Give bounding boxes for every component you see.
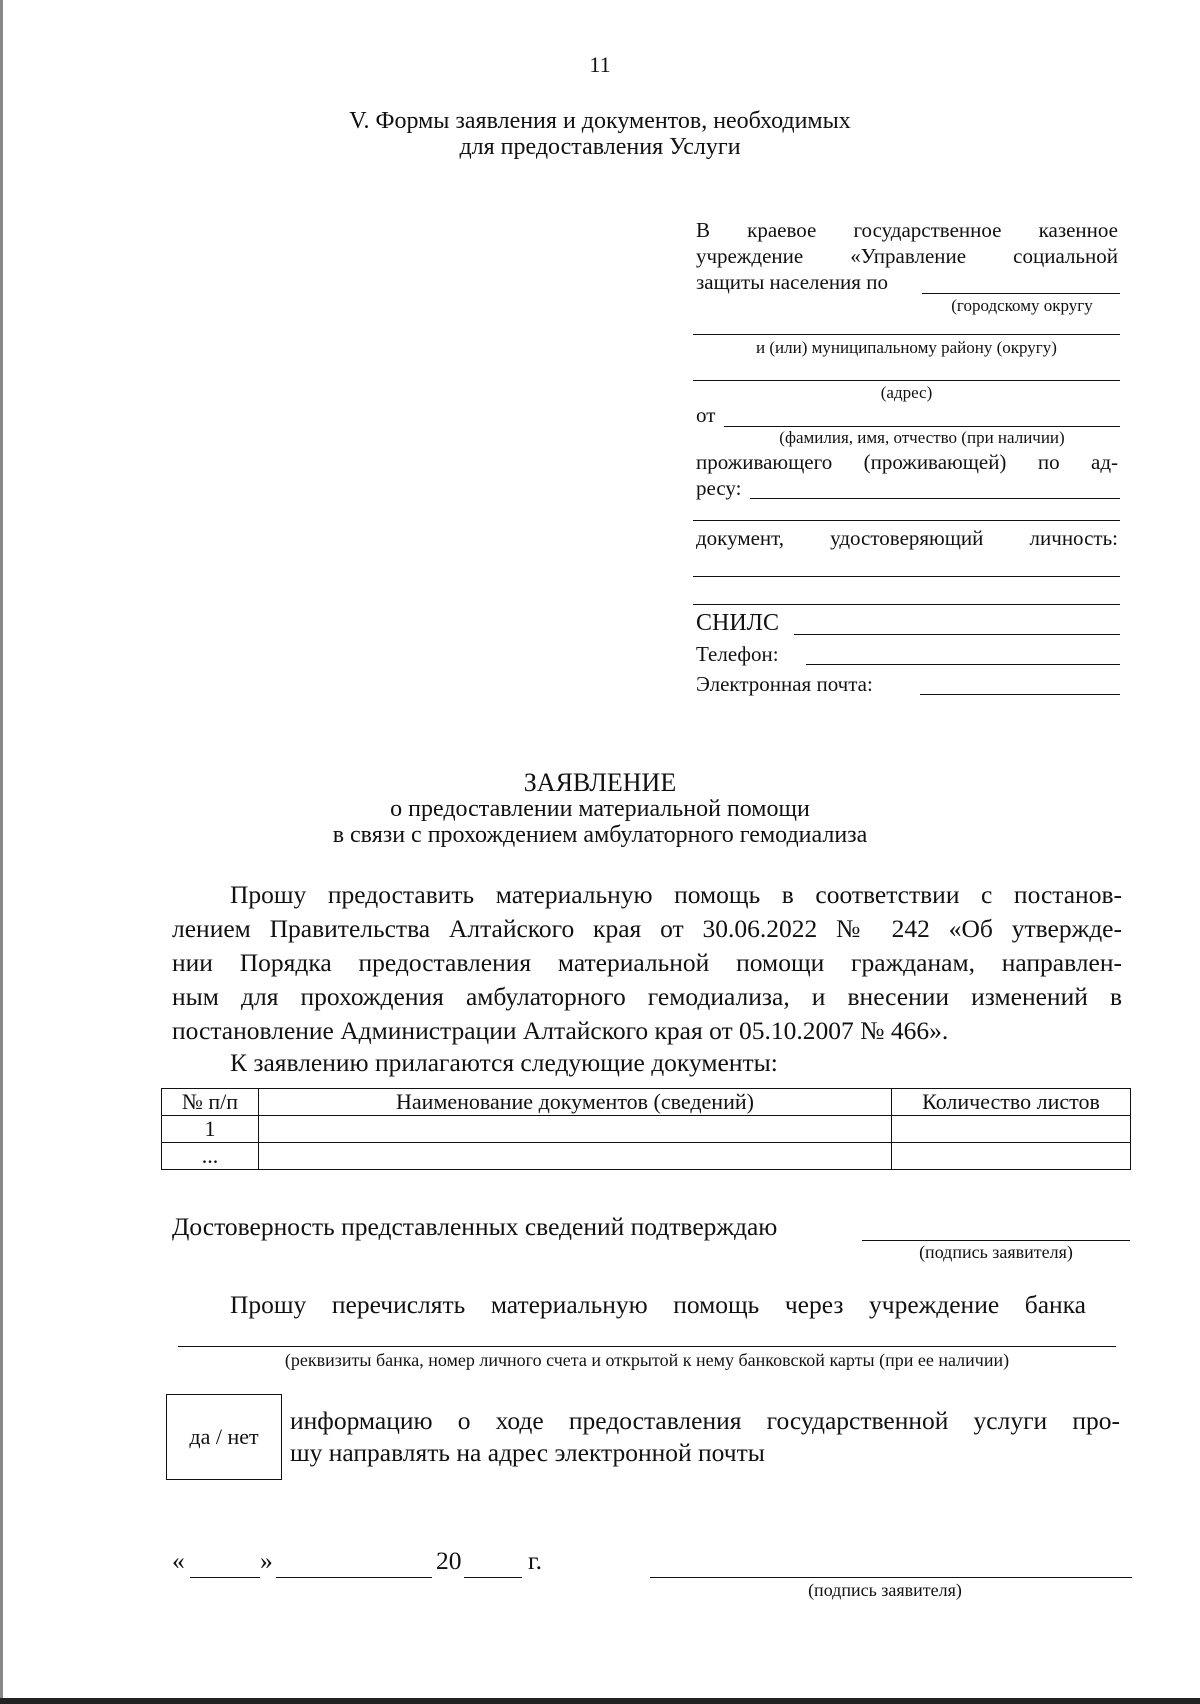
table-row xyxy=(162,1116,1131,1143)
application-title: ЗАЯВЛЕНИЕ xyxy=(523,768,677,797)
row-number: 1 xyxy=(162,1116,259,1143)
body-line2: лением Правительства Алтайского края от 30.06.2022 № 242 «Об утвержде- xyxy=(172,914,1122,943)
okrug-blank-line[interactable] xyxy=(922,293,1120,294)
date-open-quote: « xyxy=(172,1546,185,1575)
rayon-blank-line[interactable] xyxy=(693,334,1120,335)
id-document-blank-line-2[interactable] xyxy=(693,604,1120,605)
row-number: ... xyxy=(162,1143,259,1170)
documents-table xyxy=(161,1088,1131,1170)
residence-blank-line[interactable] xyxy=(750,498,1120,499)
date-month-line[interactable] xyxy=(276,1577,432,1578)
header-sheet-count: Количество листов xyxy=(892,1089,1131,1116)
body-line5: постановление Администрации Алтайского края от 05.10.2007 № 466». xyxy=(172,1016,949,1045)
table-header-row xyxy=(162,1089,1131,1116)
fio-blank-line[interactable] xyxy=(724,426,1120,427)
header-document-name: Наименование документов (сведений) xyxy=(259,1089,892,1116)
snils-blank-line[interactable] xyxy=(794,634,1120,635)
body-line3: нии Порядка предоставления материальной помощи гражданам, направлен- xyxy=(172,948,1122,977)
row-document-name-cell[interactable] xyxy=(259,1143,892,1170)
section-title xyxy=(250,108,950,160)
notification-line2: шу направлять на адрес электронной почты xyxy=(290,1438,765,1467)
scan-bottom-edge xyxy=(0,1698,1200,1704)
id-document-label: документ, удостоверяющий личность: xyxy=(696,526,1118,550)
confirmation-signature-caption: (подпись заявителя) xyxy=(919,1242,1073,1262)
residence-line1: проживающего (проживающей) по ад- xyxy=(696,450,1118,474)
notification-line1: информацию о ходе предоставления государственной услуги про- xyxy=(290,1406,1120,1435)
application-subtitle-line1: о предоставлении материальной помощи xyxy=(390,796,810,822)
application-subtitle-line2: в связи с прохождением амбулаторного гемодиализа xyxy=(332,822,868,848)
row-document-name-cell[interactable] xyxy=(259,1116,892,1143)
yes-no-checkbox[interactable]: да / нет xyxy=(166,1394,282,1480)
caption-okrug: (городскому округу xyxy=(951,296,1093,315)
section-title-line2: для предоставления Услуги xyxy=(459,134,741,160)
addressee-line1: В краевое государственное казенное xyxy=(696,218,1118,242)
date-year-prefix: 20 xyxy=(436,1546,462,1575)
row-sheet-count-cell[interactable] xyxy=(892,1143,1131,1170)
addressee-line3: защиты населения по xyxy=(696,270,888,294)
table-row xyxy=(162,1143,1131,1170)
confirmation-signature-line[interactable] xyxy=(862,1240,1130,1241)
attachments-intro: К заявлению прилагаются следующие документы: xyxy=(230,1048,778,1077)
confirmation-text: Достоверность представленных сведений подтверждаю xyxy=(172,1212,778,1241)
page-number: 11 xyxy=(589,52,611,77)
phone-label: Телефон: xyxy=(696,642,779,666)
residence-blank-line-2[interactable] xyxy=(693,520,1120,521)
bank-details-line[interactable] xyxy=(178,1346,1116,1347)
phone-blank-line[interactable] xyxy=(806,664,1120,665)
email-label: Электронная почта: xyxy=(696,672,873,696)
date-close-quote: » xyxy=(260,1546,273,1575)
header-number: № п/п xyxy=(162,1089,259,1116)
snils-label: СНИЛС xyxy=(696,610,779,636)
application-subtitle xyxy=(200,796,1000,848)
address-blank-line[interactable] xyxy=(693,380,1120,381)
id-document-blank-line[interactable] xyxy=(693,576,1120,577)
row-sheet-count-cell[interactable] xyxy=(892,1116,1131,1143)
caption-address: (адрес) xyxy=(880,383,933,402)
email-blank-line[interactable] xyxy=(920,694,1120,695)
bank-text: Прошу перечислять материальную помощь через учреждение банка xyxy=(230,1290,1086,1319)
date-year-line[interactable] xyxy=(464,1577,522,1578)
body-line1: Прошу предоставить материальную помощь в соответствии с постанов- xyxy=(230,880,1122,909)
scan-left-edge xyxy=(0,0,3,1704)
final-signature-line[interactable] xyxy=(650,1577,1132,1578)
caption-rayon: и (или) муниципальному району (округу) xyxy=(756,338,1057,357)
bank-details-caption: (реквизиты банка, номер личного счета и открытой к нему банковской карты (при ее наличии) xyxy=(284,1350,1010,1370)
caption-fio: (фамилия, имя, отчество (при наличии) xyxy=(779,428,1065,447)
section-title-line1: V. Формы заявления и документов, необходимых xyxy=(349,108,851,134)
from-label: от xyxy=(696,403,716,427)
residence-line2: ресу: xyxy=(696,476,742,500)
addressee-line2: учреждение «Управление социальной xyxy=(696,244,1118,268)
date-year-suffix: г. xyxy=(528,1546,542,1575)
final-signature-caption: (подпись заявителя) xyxy=(808,1580,962,1600)
date-day-line[interactable] xyxy=(190,1577,260,1578)
body-line4: ным для прохождения амбулаторного гемодиализа, и внесении изменений в xyxy=(172,982,1122,1011)
